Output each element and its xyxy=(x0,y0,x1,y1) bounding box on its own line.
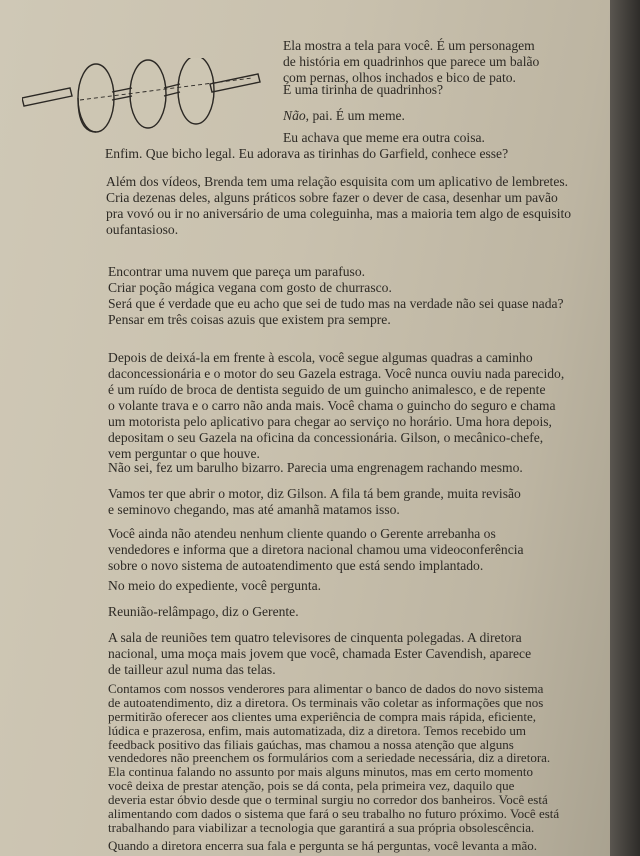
text-line: de tailleur azul numa das telas. xyxy=(108,662,276,677)
text-line: Ela continua falando no assunto por mais alguns minutos, mas em certo momento xyxy=(108,764,533,780)
text-line: Eu achava que meme era outra coisa. xyxy=(283,130,485,145)
text-line: vendedores e informa que a diretora nacional chamou uma videoconferência xyxy=(108,542,524,557)
text-line: lúdica e prazerosa, enfim, mais automatizada, diz a diretora. Temos recebido um xyxy=(108,722,526,738)
text-line: Cria dezenas deles, alguns práticos sobre fazer o dever de casa, desenhar um pavão xyxy=(106,190,558,205)
text-line: o volante trava e o carro não anda mais. Você chama o guincho do seguro e chama xyxy=(108,398,556,413)
paragraph-6 xyxy=(108,486,521,518)
text-line: Depois de deixá-la em frente à escola, você segue algumas quadras a caminho xyxy=(108,350,533,365)
text-line: É uma tirinha de quadrinhos? xyxy=(283,82,444,97)
book-gutter xyxy=(610,0,640,856)
text-line: Ela mostra a tela para você. É um personagem xyxy=(283,38,535,53)
paragraph-1 xyxy=(105,146,508,162)
paragraph-8 xyxy=(108,578,321,594)
text-line: Além dos vídeos, Brenda tem uma relação esquisita com um aplicativo de lembretes. xyxy=(106,174,569,189)
text-line: e seminovo chegando, mas até amanhã matamos isso. xyxy=(108,502,400,517)
paragraph-9 xyxy=(108,604,299,620)
text-line: Será que é verdade que eu acho que sei de tudo mas na verdade não sei quase nada? xyxy=(108,296,564,311)
text-line: trabalhando para viabilizar a tecnologia que garantirá a sua própria obsolescência. xyxy=(108,819,535,835)
paragraph-12 xyxy=(108,838,537,854)
text-line: depositam o seu Gazela na oficina da concessionária. Gilson, o mecânico-chefe, xyxy=(108,430,544,445)
paragraph-11 xyxy=(108,682,559,835)
italic-word: Não xyxy=(283,108,306,123)
shaft-right xyxy=(210,74,260,92)
text-line: Criar poção mágica vegana com gosto de churrasco. xyxy=(108,280,392,295)
text-line: feedback positivo das filiais gaúchas, mas chamou a nossa atenção que alguns xyxy=(108,736,514,752)
text-line: Não sei, fez um barulho bizarro. Parecia uma engrenagem rachando mesmo. xyxy=(108,460,523,475)
paragraph-2 xyxy=(106,174,571,238)
text-fragment: , pai. É um meme. xyxy=(305,108,405,123)
paragraph-r4 xyxy=(283,130,485,146)
text-line: Vamos ter que abrir o motor, diz Gilson. A fila tá bem grande, muita revisão xyxy=(108,486,521,501)
text-line: deveria estar óbvio desde que o terminal surgiu no corredor dos banheiros. Você está xyxy=(108,792,548,808)
text-line: Enfim. Que bicho legal. Eu adorava as tirinhas do Garfield, conhece esse? xyxy=(105,146,509,161)
text-line: Contamos com nossos venderores para alimentar o banco de dados do novo sistema xyxy=(108,681,544,696)
paragraph-5 xyxy=(108,460,523,476)
shaft-left xyxy=(22,88,72,106)
text-line: pra vovó ou ir no aniversário de uma coleguinha, mas a maioria tem algo de esquisito xyxy=(106,206,572,221)
paragraph-r2 xyxy=(283,82,443,98)
text-line xyxy=(283,108,405,124)
paragraph-7 xyxy=(108,526,524,574)
text-line: Encontrar uma nuvem que pareça um parafuso. xyxy=(108,264,366,279)
text-line: vem perguntar o que houve. xyxy=(108,446,260,461)
text-line: de história em quadrinhos que parece um balão xyxy=(283,54,540,69)
text-line: vendedores não preenchem os formulários com a seriedade necessária, diz a diretora. xyxy=(108,750,551,766)
text-line: sobre o novo sistema de autoatendimento que está sendo implantado. xyxy=(108,558,484,573)
text-line: A sala de reuniões tem quatro televisores de cinquenta polegadas. A diretora xyxy=(108,630,522,645)
text-line: daconcessionária e o motor do seu Gazela estraga. Você nunca ouviu nada parecido, xyxy=(108,366,565,381)
text-line: oufantasioso. xyxy=(106,222,179,237)
text-line: com pernas, olhos inchados e bico de pato. xyxy=(283,70,516,85)
gear-shaft-illustration xyxy=(22,58,262,138)
paragraph-r3 xyxy=(283,108,405,124)
text-line: Você ainda não atendeu nenhum cliente quando o Gerente arrebanha os xyxy=(108,526,496,541)
text-line: alimentando com dados o sistema que fará o seu trabalho no futuro próximo. Você está xyxy=(108,806,560,822)
paragraph-4 xyxy=(108,350,564,462)
text-line: Pensar em três coisas azuis que existem pra sempre. xyxy=(108,312,391,327)
text-line: de autoatendimento, diz a diretora. Os terminais vão coletar as informações que nos xyxy=(108,694,544,710)
text-line: Reunião-relâmpago, diz o Gerente. xyxy=(108,604,299,619)
text-line: permitirão oferecer aos clientes uma experiência de compra mais rápida, eficiente, xyxy=(108,708,537,724)
disc-2 xyxy=(130,60,166,128)
text-line: é um ruído de broca de dentista seguido de um guincho animalesco, e de repente xyxy=(108,382,546,397)
paragraph-r1 xyxy=(283,38,539,86)
disc-3 xyxy=(178,58,214,124)
text-line: nacional, uma moça mais jovem que você, chamada Ester Cavendish, aparece xyxy=(108,646,532,661)
text-line: Quando a diretora encerra sua fala e pergunta se há perguntas, você levanta a mão. xyxy=(108,838,538,853)
text-line: No meio do expediente, você pergunta. xyxy=(108,578,322,593)
paragraph-10 xyxy=(108,630,531,678)
text-line: um motorista pelo aplicativo para chegar ao serviço no horário. Uma hora depois, xyxy=(108,414,552,429)
paragraph-3 xyxy=(108,264,564,328)
text-line: você deixa de prestar atenção, pois se dá conta, pela primeira vez, daquilo que xyxy=(108,778,515,794)
